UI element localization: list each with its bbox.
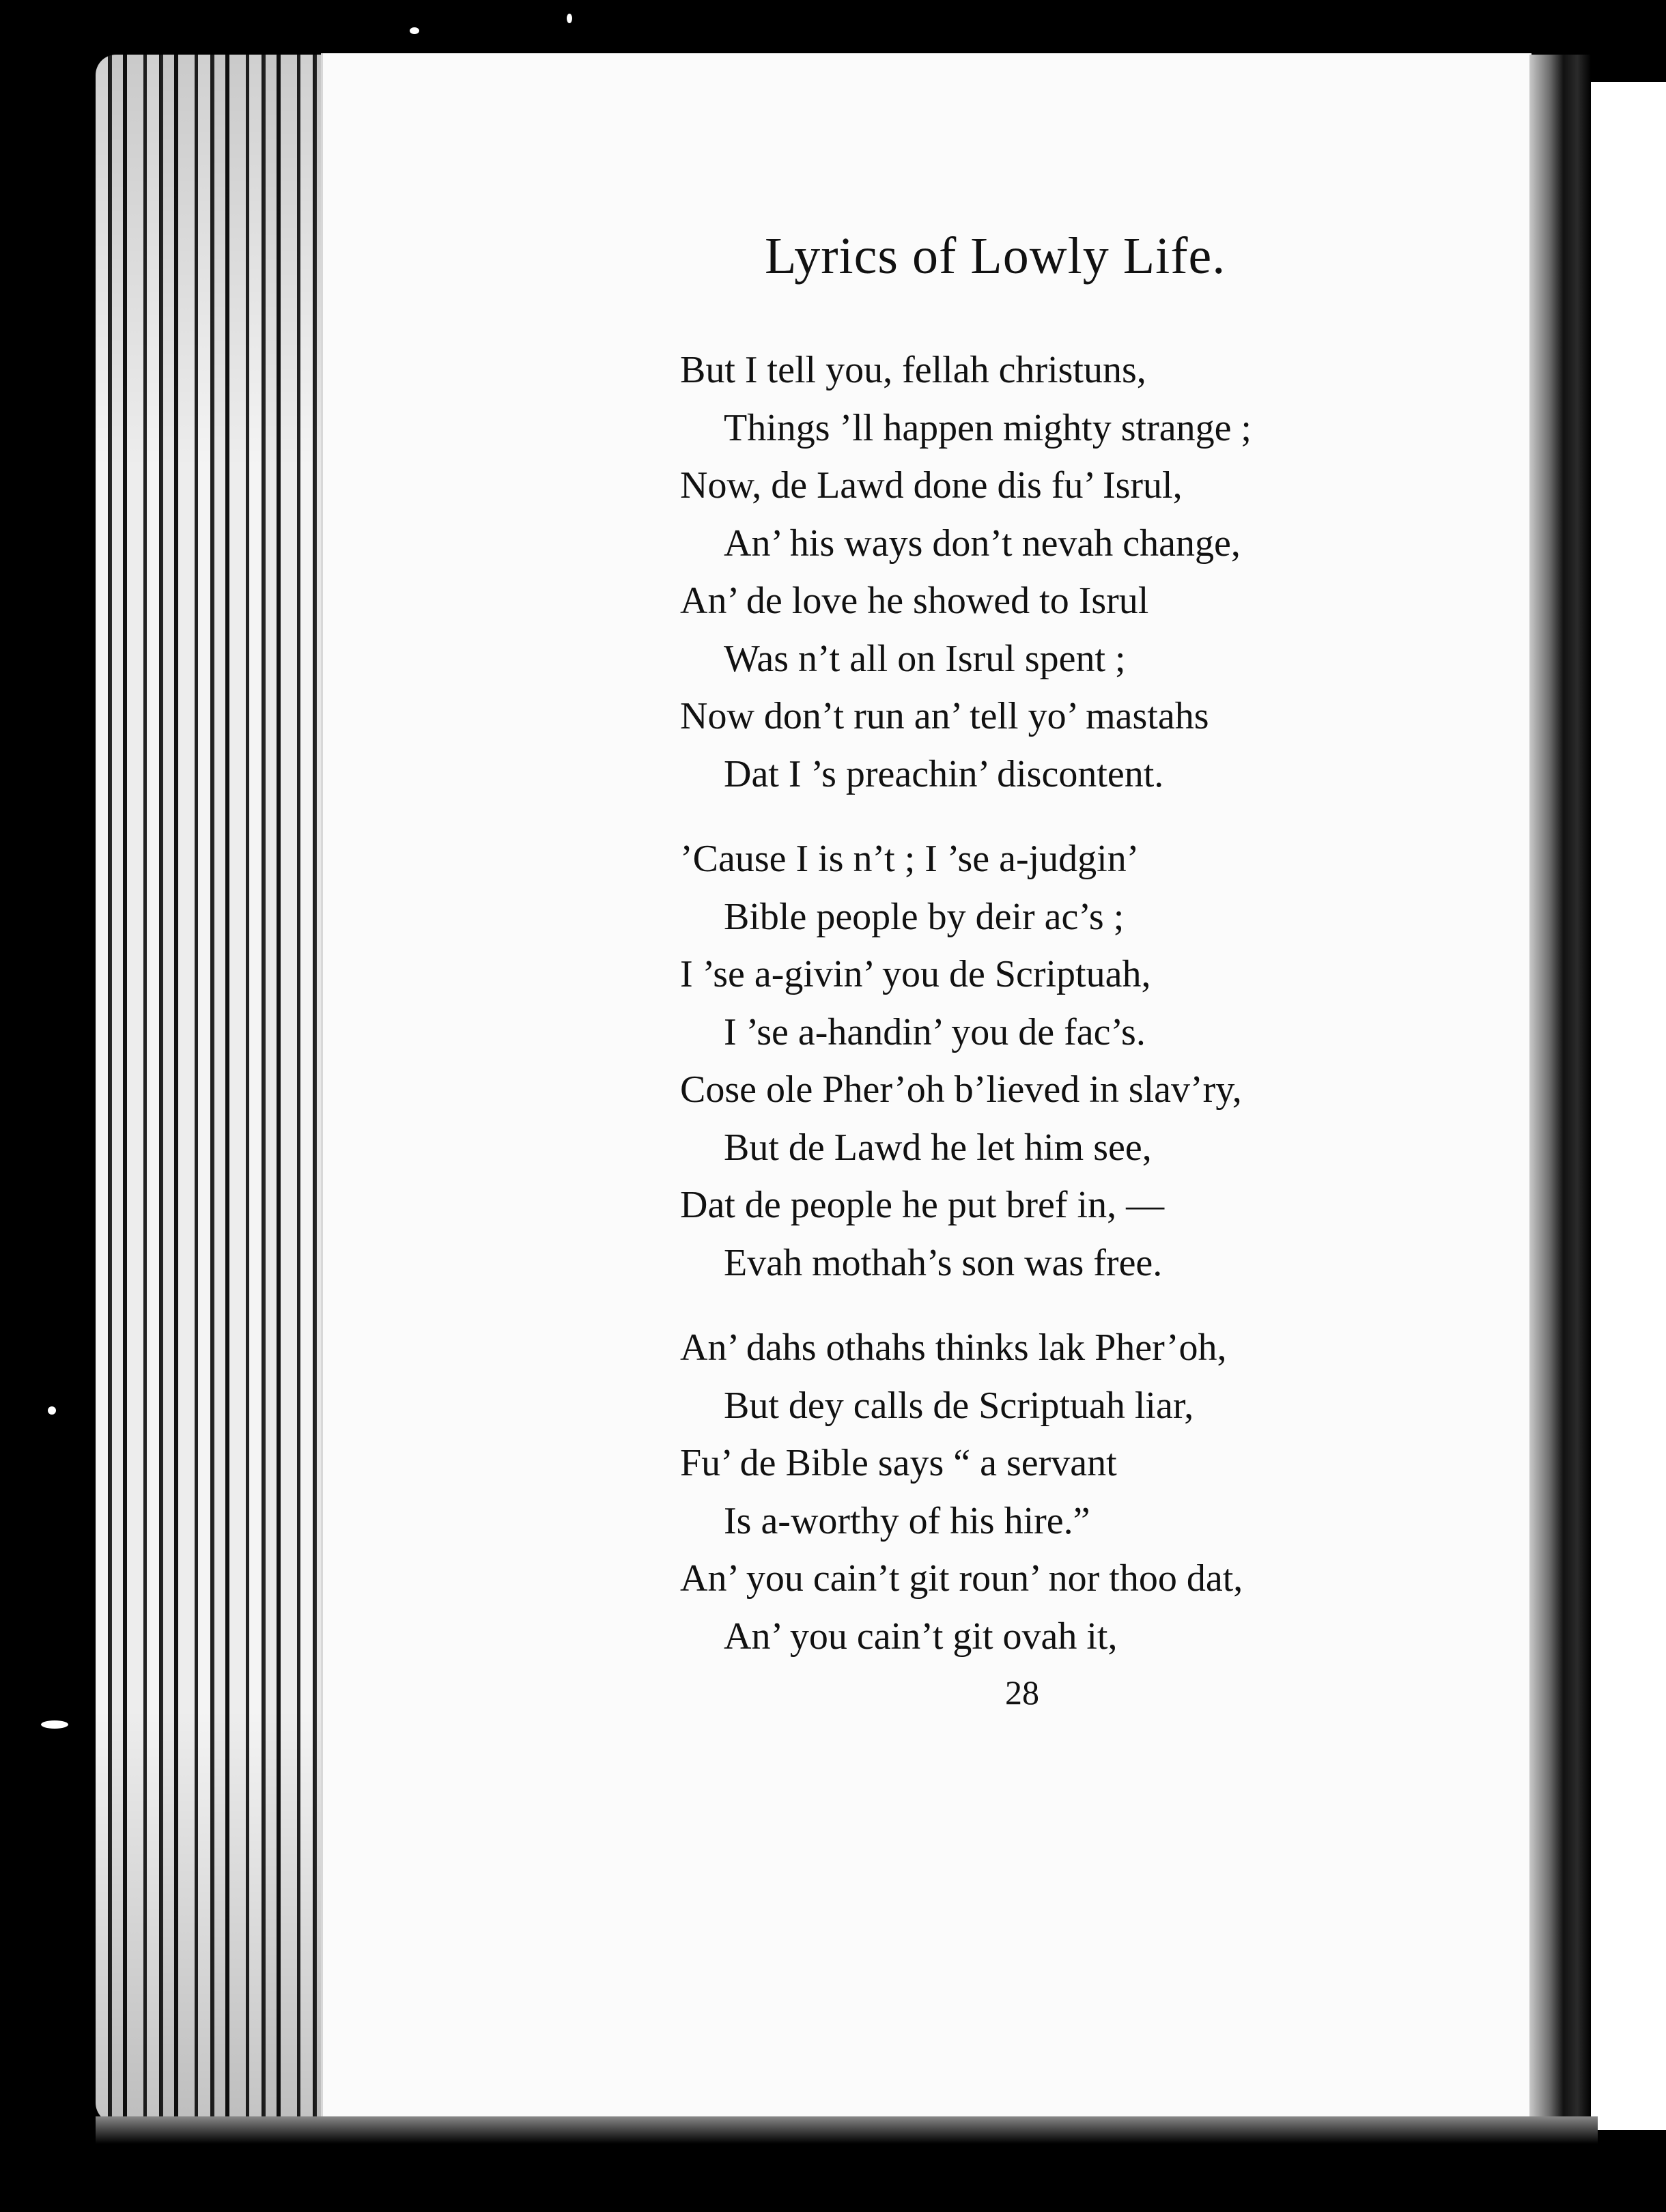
poem-line: Is a-worthy of his hire.” bbox=[724, 1499, 1090, 1542]
page-edges bbox=[96, 55, 335, 2123]
scan-speck bbox=[567, 14, 572, 23]
bottom-edge bbox=[96, 2116, 1598, 2144]
right-margin-strip bbox=[1591, 82, 1666, 2130]
scan-speck bbox=[410, 27, 419, 34]
poem-line: Things ’ll happen mighty strange ; bbox=[724, 406, 1252, 449]
stanza bbox=[680, 1319, 1376, 1665]
right-page-edge bbox=[1529, 55, 1591, 2116]
poem-line: I ’se a-givin’ you de Scriptuah, bbox=[680, 953, 1151, 995]
poem-line: Now, de Lawd done dis fu’ Isrul, bbox=[680, 464, 1183, 507]
poem-line: Fu’ de Bible says “ a servant bbox=[680, 1442, 1117, 1484]
scan-speck bbox=[48, 1406, 56, 1415]
poem-line: But de Lawd he let him see, bbox=[724, 1126, 1152, 1169]
poem-line: But I tell you, fellah christuns, bbox=[680, 349, 1146, 391]
stanza bbox=[680, 341, 1376, 803]
poem-line: An’ his ways don’t nevah change, bbox=[724, 522, 1241, 565]
poem-line: An’ dahs othahs thinks lak Pher’oh, bbox=[680, 1327, 1227, 1369]
poem-line: Was n’t all on Isrul spent ; bbox=[724, 637, 1126, 680]
poem-line: Evah mothah’s son was free. bbox=[724, 1241, 1163, 1284]
poem-line: An’ you cain’t git ovah it, bbox=[724, 1615, 1118, 1658]
poem-line: Dat I ’s preachin’ discontent. bbox=[724, 752, 1164, 795]
poem-line: I ’se a-handin’ you de fac’s. bbox=[724, 1010, 1146, 1053]
poem-line: Cose ole Pher’oh b’lieved in slav’ry, bbox=[680, 1068, 1242, 1111]
poem-text bbox=[680, 341, 1376, 1692]
page-number: 28 bbox=[1005, 1673, 1039, 1712]
running-head: Lyrics of Lowly Life. bbox=[765, 227, 1226, 285]
stanza bbox=[680, 830, 1376, 1292]
poem-line: An’ de love he showed to Isrul bbox=[680, 580, 1149, 622]
poem-line: Dat de people he put bref in, — bbox=[680, 1184, 1165, 1226]
poem-line: Bible people by deir ac’s ; bbox=[724, 895, 1125, 938]
scan-speck bbox=[41, 1720, 68, 1729]
poem-line: Now don’t run an’ tell yo’ mastahs bbox=[680, 695, 1209, 737]
poem-line: ’Cause I is n’t ; I ’se a-judgin’ bbox=[680, 838, 1140, 880]
poem-line: But dey calls de Scriptuah liar, bbox=[724, 1384, 1194, 1427]
poem-line: An’ you cain’t git roun’ nor thoo dat, bbox=[680, 1557, 1243, 1600]
